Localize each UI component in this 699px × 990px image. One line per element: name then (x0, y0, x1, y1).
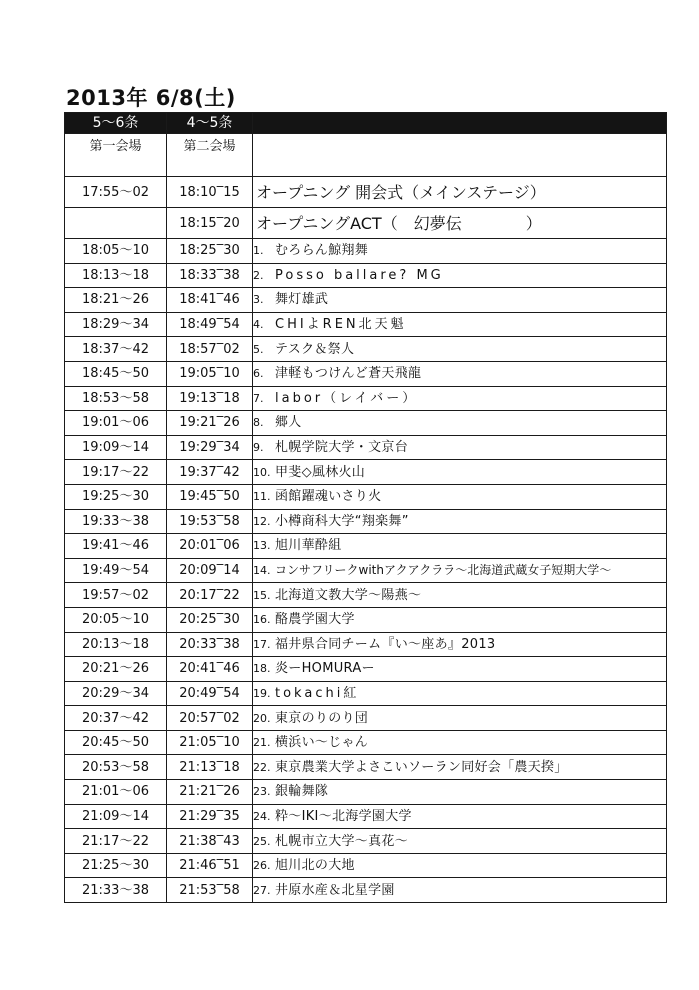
event-name: オープニングACT（ 幻夢伝 ） (253, 208, 667, 239)
team-name: Posso ballare? MG (275, 267, 444, 283)
team-name: 札幌市立大学～真花～ (275, 833, 409, 849)
team-number: 1. (253, 244, 264, 258)
table-row (65, 657, 667, 682)
time-venue2: 21:53‾58 (167, 878, 253, 903)
team-name: 東京のりのり団 (275, 710, 369, 726)
venue-row (65, 134, 667, 177)
time-venue2: 21:46‾51 (167, 853, 253, 878)
team-number: 27. (253, 883, 271, 897)
team-number: 25. (253, 834, 271, 848)
time-venue2: 18:33‾38 (167, 263, 253, 288)
table-row (65, 755, 667, 780)
team-number: 24. (253, 809, 271, 823)
time-venue1: 21:17～22 (65, 829, 167, 854)
team-number: 2. (253, 268, 264, 282)
time-venue2: 19:21‾26 (167, 411, 253, 436)
time-venue2: 18:49‾54 (167, 312, 253, 337)
time-venue1: 18:45～50 (65, 361, 167, 386)
time-venue2: 19:37‾42 (167, 460, 253, 485)
team-name: テスク＆祭人 (275, 341, 355, 357)
team-name: 北海道文教大学～陽燕～ (275, 587, 422, 603)
team-name: tokachi紅 (275, 685, 360, 701)
team-cell (253, 681, 667, 706)
team-name: 函館躍魂いさり火 (275, 489, 382, 505)
team-cell (253, 730, 667, 755)
venue-col1: 第一会場 (65, 134, 167, 177)
table-row (65, 583, 667, 608)
header-col2: 4～5条 (167, 113, 253, 134)
team-number: 11. (253, 490, 271, 504)
time-venue2: 21:29‾35 (167, 804, 253, 829)
time-venue2: 20:25‾30 (167, 607, 253, 632)
team-cell (253, 607, 667, 632)
time-venue2: 18:41‾46 (167, 288, 253, 313)
team-cell (253, 558, 667, 583)
table-row (65, 558, 667, 583)
team-number: 12. (253, 514, 271, 528)
time-venue1: 21:01～06 (65, 780, 167, 805)
time-venue1: 20:53～58 (65, 755, 167, 780)
team-cell (253, 583, 667, 608)
team-number: 23. (253, 785, 271, 799)
table-row (65, 853, 667, 878)
time-venue1: 20:37～42 (65, 706, 167, 731)
table-row (65, 632, 667, 657)
time-venue1: 20:21～26 (65, 657, 167, 682)
time-venue1: 19:49～54 (65, 558, 167, 583)
team-cell (253, 657, 667, 682)
table-row (65, 534, 667, 559)
time-venue2: 20:49‾54 (167, 681, 253, 706)
team-name: CHIよREN北天魁 (275, 317, 407, 333)
table-row (65, 460, 667, 485)
team-cell (253, 411, 667, 436)
table-row (65, 681, 667, 706)
team-cell (253, 853, 667, 878)
team-number: 8. (253, 416, 264, 430)
page-title: 2013年 6/8(土) (66, 86, 236, 110)
team-name: 銀輪舞隊 (275, 784, 329, 800)
table-row (65, 804, 667, 829)
time-venue2: 19:53‾58 (167, 509, 253, 534)
table-row (65, 386, 667, 411)
table-row (65, 484, 667, 509)
team-cell (253, 460, 667, 485)
table-row (65, 829, 667, 854)
time-venue1: 18:13～18 (65, 263, 167, 288)
table-row (65, 509, 667, 534)
team-number: 6. (253, 367, 264, 381)
table-row (65, 607, 667, 632)
time-venue1: 19:09～14 (65, 435, 167, 460)
time-venue2: 20:41‾46 (167, 657, 253, 682)
team-number: 10. (253, 465, 271, 479)
table-row (65, 706, 667, 731)
team-cell (253, 632, 667, 657)
time-venue1: 20:05～10 (65, 607, 167, 632)
team-name: 井原水産＆北星学園 (275, 882, 395, 898)
time-venue1: 18:53～58 (65, 386, 167, 411)
team-name: 札幌学院大学・文京台 (275, 440, 409, 456)
team-number: 17. (253, 637, 271, 651)
time-venue1: 17:55～02 (65, 177, 167, 208)
time-venue2: 20:09‾14 (167, 558, 253, 583)
time-venue2: 20:01‾06 (167, 534, 253, 559)
time-venue1: 19:17～22 (65, 460, 167, 485)
table-row (65, 780, 667, 805)
table-row (65, 730, 667, 755)
time-venue2: 20:57‾02 (167, 706, 253, 731)
team-cell (253, 509, 667, 534)
team-number: 4. (253, 318, 264, 332)
team-cell (253, 534, 667, 559)
team-name: コンサフリークwithアクアクララ～北海道武蔵女子短期大学～ (275, 563, 612, 578)
team-name: 東京農業大学よさこいソーラン同好会「農天揆」 (275, 759, 568, 775)
time-venue2: 19:13‾18 (167, 386, 253, 411)
time-venue1: 18:21～26 (65, 288, 167, 313)
opening-act-row (65, 208, 667, 239)
table-row (65, 312, 667, 337)
time-venue1: 21:33～38 (65, 878, 167, 903)
time-venue2: 19:45‾50 (167, 484, 253, 509)
table-row (65, 411, 667, 436)
team-name: 炎ーHOMURAー (275, 661, 375, 677)
team-number: 22. (253, 760, 271, 774)
time-venue1: 18:05～10 (65, 239, 167, 264)
team-cell (253, 239, 667, 264)
team-cell (253, 337, 667, 362)
table-row (65, 288, 667, 313)
team-number: 5. (253, 342, 264, 356)
header-row (65, 113, 667, 134)
team-number: 3. (253, 293, 264, 307)
time-venue1: 20:29～34 (65, 681, 167, 706)
table-row (65, 878, 667, 903)
team-cell (253, 706, 667, 731)
time-venue2: 21:05‾10 (167, 730, 253, 755)
team-name: 小樽商科大学“翔楽舞” (275, 513, 409, 529)
time-venue1 (65, 208, 167, 239)
team-cell (253, 312, 667, 337)
schedule-table (64, 112, 667, 903)
time-venue2: 18:15‾20 (167, 208, 253, 239)
time-venue1: 19:57～02 (65, 583, 167, 608)
team-number: 15. (253, 588, 271, 602)
table-row (65, 435, 667, 460)
time-venue1: 18:37～42 (65, 337, 167, 362)
team-name: 甲斐◇風林火山 (275, 464, 366, 480)
time-venue1: 21:09～14 (65, 804, 167, 829)
team-number: 19. (253, 686, 271, 700)
team-cell (253, 288, 667, 313)
team-cell (253, 829, 667, 854)
team-number: 14. (253, 564, 271, 578)
team-cell (253, 780, 667, 805)
time-venue2: 20:33‾38 (167, 632, 253, 657)
event-name: オープニング 開会式（メインステージ） (253, 177, 667, 208)
time-venue1: 19:33～38 (65, 509, 167, 534)
opening-ceremony-row (65, 177, 667, 208)
team-name: 酪農学園大学 (275, 612, 355, 628)
time-venue2: 21:13‾18 (167, 755, 253, 780)
team-name: labor（レイバー） (275, 390, 419, 406)
team-name: 旭川華酔組 (275, 538, 342, 554)
team-cell (253, 263, 667, 288)
table-row (65, 337, 667, 362)
team-number: 21. (253, 736, 271, 750)
time-venue1: 20:13～18 (65, 632, 167, 657)
time-venue1: 19:25～30 (65, 484, 167, 509)
header-blank (253, 113, 667, 134)
team-name: 舞灯雄武 (275, 292, 329, 308)
team-name: 郷人 (275, 415, 302, 431)
team-cell (253, 804, 667, 829)
time-venue1: 18:29～34 (65, 312, 167, 337)
team-name: 福井県合同チーム『い～座あ』2013 (275, 636, 496, 652)
time-venue2: 19:29‾34 (167, 435, 253, 460)
team-number: 20. (253, 711, 271, 725)
team-number: 26. (253, 859, 271, 873)
time-venue2: 19:05‾10 (167, 361, 253, 386)
table-row (65, 263, 667, 288)
time-venue2: 18:25‾30 (167, 239, 253, 264)
time-venue2: 18:57‾02 (167, 337, 253, 362)
time-venue1: 19:41～46 (65, 534, 167, 559)
team-name: むろらん鯨翔舞 (275, 243, 369, 259)
table-row (65, 361, 667, 386)
table-row (65, 239, 667, 264)
team-name: 津軽もつけんど蒼天飛龍 (275, 366, 422, 382)
time-venue2: 20:17‾22 (167, 583, 253, 608)
team-cell (253, 878, 667, 903)
time-venue2: 21:38‾43 (167, 829, 253, 854)
team-number: 13. (253, 539, 271, 553)
time-venue1: 20:45～50 (65, 730, 167, 755)
venue-col2: 第二会場 (167, 134, 253, 177)
team-cell (253, 755, 667, 780)
time-venue1: 19:01～06 (65, 411, 167, 436)
time-venue2: 18:10‾15 (167, 177, 253, 208)
team-cell (253, 386, 667, 411)
team-name: 横浜い～じゃん (275, 735, 369, 751)
team-number: 18. (253, 662, 271, 676)
team-number: 9. (253, 441, 264, 455)
team-cell (253, 435, 667, 460)
team-cell (253, 361, 667, 386)
team-number: 16. (253, 613, 271, 627)
team-name: 旭川北の大地 (275, 858, 355, 874)
time-venue1: 21:25～30 (65, 853, 167, 878)
header-col1: 5～6条 (65, 113, 167, 134)
team-number: 7. (253, 391, 264, 405)
team-cell (253, 484, 667, 509)
time-venue2: 21:21‾26 (167, 780, 253, 805)
team-name: 粋～IKI～北海学園大学 (275, 808, 412, 824)
venue-blank (253, 134, 667, 177)
